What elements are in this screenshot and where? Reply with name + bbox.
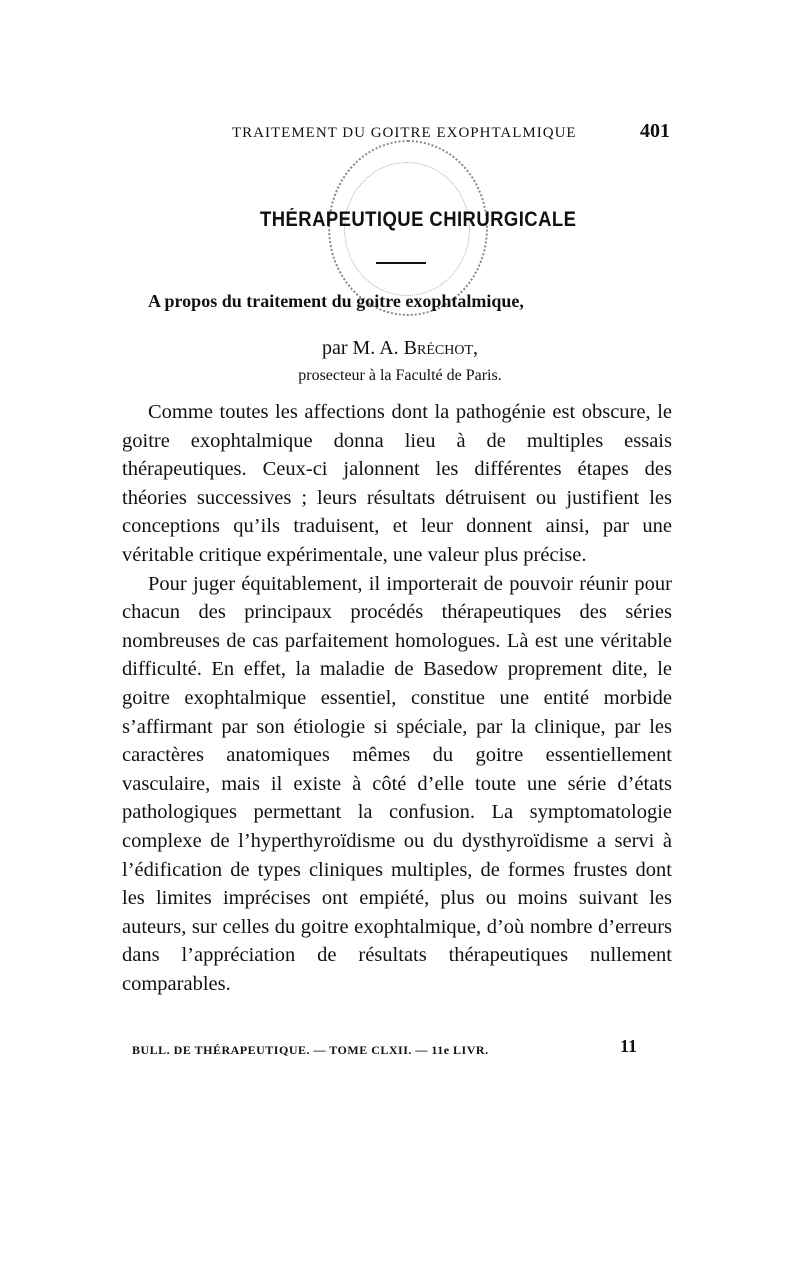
page-footer: BULL. DE THÉRAPEUTIQUE. — TOME CLXII. — 11e LIVR. — [132, 1043, 489, 1057]
article-subtitle: A propos du traitement du goitre exophtalmique, — [148, 291, 524, 311]
author-affiliation: prosecteur à la Faculté de Paris. — [298, 367, 502, 384]
author-name: Bréchot, — [403, 337, 478, 359]
page-number: 401 — [640, 120, 670, 142]
signature-mark: 11 — [620, 1036, 638, 1056]
section-title: THÉRAPEUTIQUE CHIRURGICALE — [260, 208, 577, 231]
article-body — [122, 398, 672, 998]
title-divider — [376, 262, 426, 264]
author-prefix: par M. A. — [321, 337, 399, 359]
running-head: TRAITEMENT DU GOITRE EXOPHTALMIQUE — [232, 125, 577, 141]
body-paragraph: Comme toutes les affections dont la pathogénie est obscure, le goitre exophtalmique donna lieu à de multiples essais thérapeutiques. Ceux-ci jalonnent les différentes étapes des théories successives ; leurs résultats détruisent ou justifient les conceptions qu’ils traduisent, et leur donnent ainsi, par une véritable critique expérimentale, une valeur plus précise. — [122, 401, 672, 566]
author-line — [0, 337, 800, 360]
body-paragraph: Pour juger équitablement, il importerait de pouvoir réunir pour chacun des principaux procédés thérapeutiques des séries nombreuses de cas parfaitement homologues. Là est une véritable difficulté. En effet, la maladie de Basedow proprement dite, le goitre exophtalmique essentiel, constitue une entité morbide s’affirmant par son étiologie si spéciale, par la clinique, par les caractères anatomiques mêmes du goitre essentiellement vasculaire, mais il existe à côté d’elle toute une série d’états pathologiques permettant la confusion. La symptomatologie complexe de l’hyperthyroïdisme ou du dysthyroïdisme a servi à l’édification de types cliniques multiples, de formes frustes dont les limites imprécises ont empiété, plus ou moins suivant les auteurs, sur celles du goitre exophtalmique, d’où nombre d’erreurs dans l’appréciation de résultats thérapeutiques nullement comparables. — [122, 572, 672, 995]
